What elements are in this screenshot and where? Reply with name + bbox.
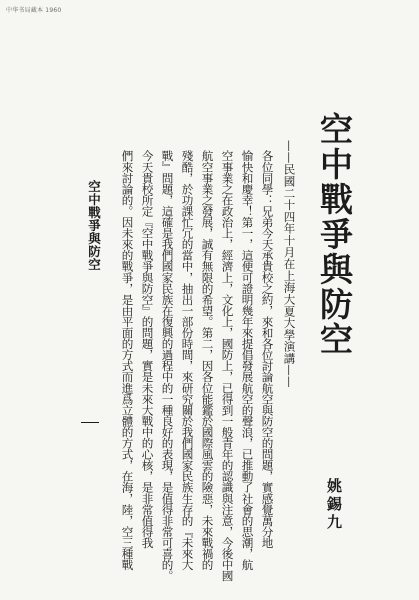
body-column-8: 們來討論的。因未來的戰爭，是由平面的方式而進爲立體的方式，在海，陸，空三種戰 bbox=[120, 150, 135, 570]
author-name: 姚錫九 bbox=[325, 478, 343, 532]
library-stamp: 中华书局藏本 1960 bbox=[6, 7, 62, 14]
body-column-5: 殘酷，於功課忙冗的當中，抽出一部份時間，來研究關於我們國家民族生存的『未來大 bbox=[180, 150, 195, 570]
body-column-1: 各位同學：兄弟今天承貴校之約，來和各位討論航空與防空的問題，實感覺萬分地 bbox=[260, 150, 275, 548]
body-column-7: 今天貴校所定『空中戰爭與防空』的問題，實是未來大戰中的心核，是非常值得我 bbox=[140, 150, 155, 548]
running-head: 空中戰爭與防空 bbox=[86, 180, 102, 271]
lecture-subtitle: ——民國二十四年十月在上海大夏大學演講—— bbox=[282, 140, 297, 388]
page-number bbox=[81, 422, 99, 423]
body-column-6: 戰』問題，這確是我們國家民族在復興的過程中的一種良好的表現，是值得非常可喜的。 bbox=[160, 150, 175, 581]
article-title: 空中戰爭與防空 bbox=[315, 112, 354, 357]
body-column-4: 航空事業之發展，誠有無限的希望。第二，因各位能鑑於國際風雲的險惡，未來戰禍的 bbox=[200, 150, 215, 570]
body-column-3: 空事業之在政治上，經濟上，文化上，國防上，已得到一般青年的認識與注意，今後中國 bbox=[220, 150, 235, 581]
body-column-2: 愉快和慶幸！第一，這便可證明幾年來提倡發展航空的聲浪，已推動了社會的思潮，航 bbox=[240, 150, 255, 570]
